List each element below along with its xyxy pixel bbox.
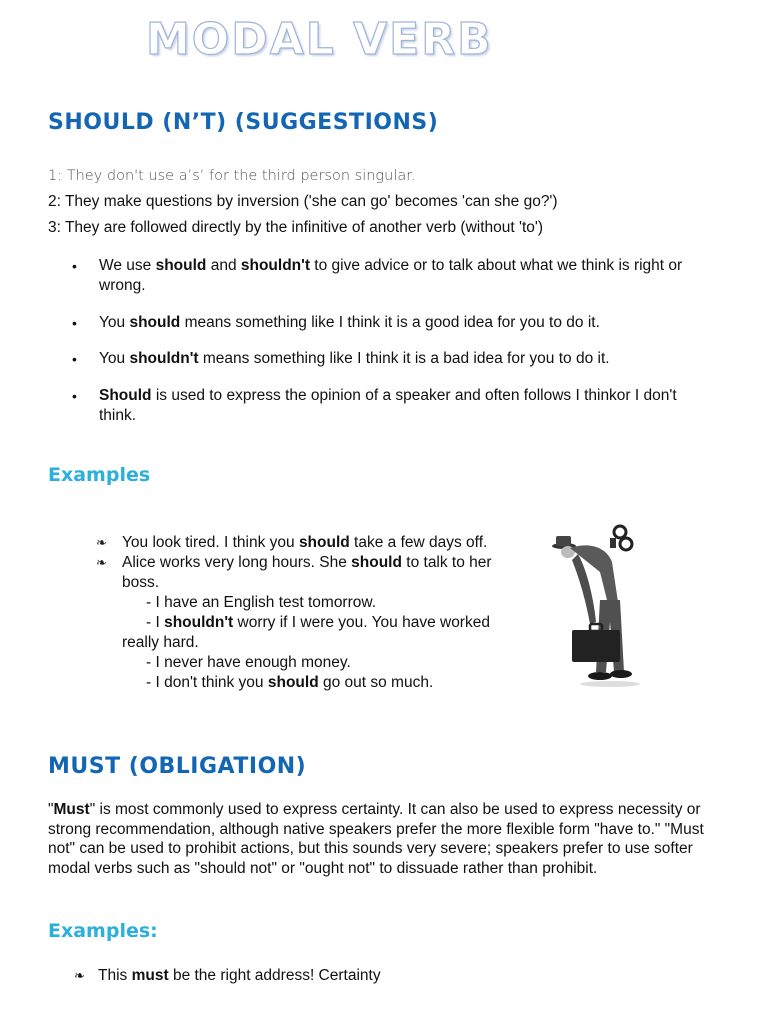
dialog-line: - I never have enough money. [146, 654, 351, 671]
bullet-item: • We use should and shouldn't to give advice or to talk about what we think is right or wrong. [72, 257, 683, 294]
bullet-dot-icon: • [72, 351, 77, 367]
rules-list [48, 163, 728, 241]
dialog-line: - I don't think you should go out so much. [146, 674, 434, 691]
must-paragraph: "Must" is most commonly used to express certainty. It can also be used to express necessity or strong recommendation, although native speakers prefer the more flexible form "have to." "Must not" can be used to prohibit actions, but this sounds very severe; speakers prefer to use softer modal verbs such as "should not" or "ought not" to dissuade rather than prohibit. [48, 801, 704, 877]
bullet-dot-icon: • [72, 388, 77, 404]
rule-3: 3: They are followed directly by the infinitive of another verb (without 'to') [48, 219, 543, 236]
bullet-item: • You should means something like I think it is a good idea for you to do it. [72, 314, 600, 331]
should-bullets [72, 256, 692, 426]
bullet-dot-icon: • [72, 258, 77, 274]
dialog-line: - I shouldn't worry if I were you. You have worked [146, 614, 490, 631]
wind-up-businessman-illustration [548, 522, 648, 692]
must-examples-heading: Examples: [48, 920, 158, 942]
bullet-item: • You shouldn't means something like I think it is a bad idea for you to do it. [72, 350, 610, 367]
must-heading: MUST (OBLIGATION) [48, 754, 307, 779]
hand-pointer-icon: ❧ [74, 968, 85, 983]
page-title: MODAL VERB [146, 14, 493, 65]
hand-pointer-icon: ❧ [96, 555, 107, 570]
must-example-item: ❧ This must be the right address! Certainty [74, 967, 381, 984]
should-heading: SHOULD (N’T) (SUGGESTIONS) [48, 110, 439, 135]
should-examples [96, 533, 546, 693]
example-wrap: boss. [122, 574, 160, 591]
example-item: ❧ You look tired. I think you should take a few days off. [96, 534, 488, 551]
examples-heading: Examples [48, 464, 151, 486]
bullet-item: • Should is used to express the opinion of a speaker and often follows I thinkor I don't think. [72, 387, 677, 424]
rule-1: 1: They don't use a’s’ for the third person singular. [48, 168, 416, 184]
dialog-line: - I have an English test tomorrow. [146, 594, 377, 611]
example-item: ❧ Alice works very long hours. She should to talk to her [96, 554, 492, 571]
rule-2: 2: They make questions by inversion ('she can go' becomes 'can she go?') [48, 193, 558, 210]
example-wrap: really hard. [122, 634, 199, 651]
hand-pointer-icon: ❧ [96, 535, 107, 550]
bullet-dot-icon: • [72, 315, 77, 331]
